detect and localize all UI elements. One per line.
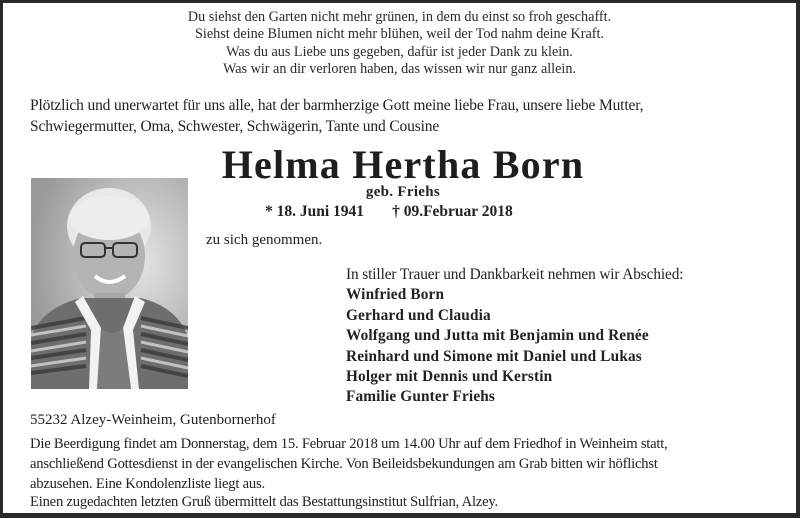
- birth-date: * 18. Juni 1941: [265, 203, 365, 220]
- funeral-home-greeting: Einen zugedachten letzten Gruß übermittelt das Bestattungsinstitut Sulfrian, Alzey.: [30, 494, 498, 510]
- mourner-entry: Holger mit Dennis und Kerstin: [346, 368, 553, 386]
- death-date: † 09.Februar 2018: [392, 203, 513, 220]
- mourner-entry: Gerhard und Claudia: [346, 306, 491, 324]
- poem-line: Was du aus Liebe uns gegeben, dafür ist jeder Dank zu klein.: [226, 43, 573, 60]
- family-address: 55232 Alzey-Weinheim, Gutenbornerhof: [30, 412, 276, 428]
- mourner-entry: Reinhard und Simone mit Daniel und Lukas: [346, 347, 642, 365]
- mourner-entry: Winfried Born: [346, 286, 445, 304]
- mourners-list: [346, 265, 683, 408]
- mourner-entry: Familie Gunter Friehs: [346, 388, 496, 406]
- mourners-heading: In stiller Trauer und Dankbarkeit nehmen wir Abschied:: [346, 266, 684, 283]
- funeral-line: abzusehen. Eine Kondolenzliste liegt aus.: [30, 476, 265, 492]
- funeral-line: anschließend Gottesdienst in der evangelischen Kirche. Von Beileidsbekundungen am Grab bitten wir höflichst: [30, 456, 658, 472]
- memorial-poem: [3, 9, 796, 78]
- portrait-photo: [31, 178, 188, 389]
- funeral-details: [30, 434, 780, 494]
- intro-line: Plötzlich und unerwartet für uns alle, hat der barmherzige Gott meine liebe Frau, unsere liebe Mutter,: [30, 97, 644, 114]
- funeral-line: Die Beerdigung findet am Donnerstag, dem 15. Februar 2018 um 14.00 Uhr auf dem Friedhof in Weinheim statt,: [30, 436, 668, 452]
- life-dates: [265, 203, 513, 221]
- portrait-illustration: [31, 178, 188, 389]
- taken-text: zu sich genommen.: [206, 232, 323, 248]
- poem-line: Du siehst den Garten nicht mehr grünen, in dem du einst so froh geschafft.: [187, 9, 612, 25]
- intro-line: Schwiegermutter, Oma, Schwester, Schwägerin, Tante und Cousine: [30, 118, 440, 135]
- poem-line: Siehst deine Blumen nicht mehr blühen, weil der Tod nahm deine Kraft.: [195, 26, 604, 43]
- intro-text: [30, 95, 790, 137]
- deceased-name: Helma Hertha Born: [221, 142, 585, 187]
- mourner-entry: Wolfgang und Jutta mit Benjamin und Renée: [346, 327, 649, 345]
- maiden-name: geb. Friehs: [365, 184, 441, 200]
- poem-line: Was wir an dir verloren haben, das wissen wir nur ganz allein.: [222, 60, 577, 77]
